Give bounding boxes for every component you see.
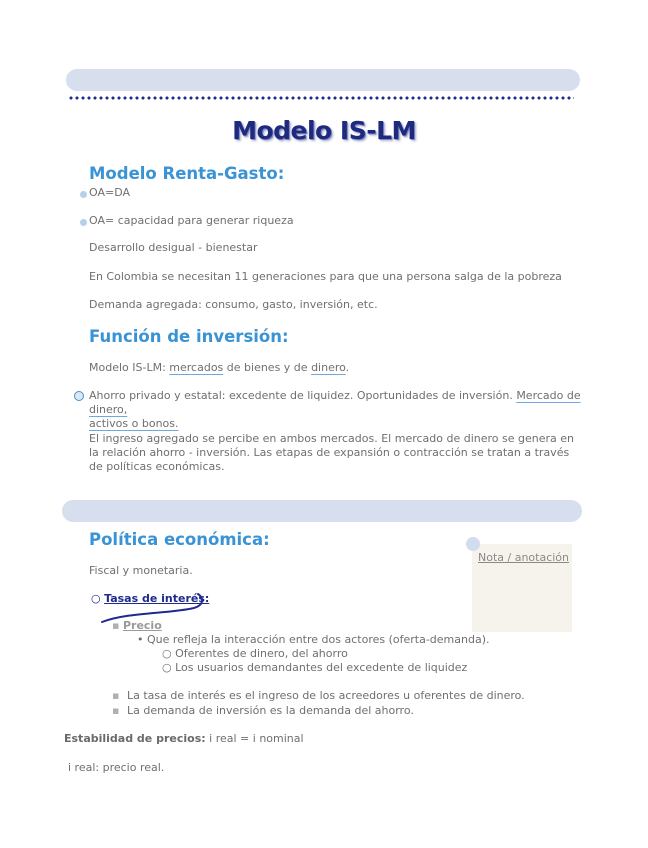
line-oa-da: OA=DA bbox=[89, 186, 131, 199]
line-oa-capacidad: OA= capacidad para generar riqueza bbox=[89, 214, 294, 227]
usuarios-text: Los usuarios demandantes del excedente de liquidez bbox=[175, 661, 468, 674]
hollow-bullet-icon: ○ bbox=[91, 592, 101, 605]
estabilidad-text: i real = i nominal bbox=[205, 732, 304, 745]
dotted-divider bbox=[68, 96, 574, 100]
note-circle-icon bbox=[466, 537, 480, 551]
note-label[interactable]: Nota / anotación bbox=[478, 551, 570, 564]
link-dinero[interactable]: dinero bbox=[311, 361, 346, 374]
paragraph-ingreso: El ingreso agregado se percibe en ambos mercados. El mercado de dinero se genera en la relación ahorro - inversión. Las etapas de expansión o contracción se tratan a través de políticas económicas. bbox=[89, 432, 574, 473]
filled-bullet-icon: • bbox=[137, 633, 144, 646]
link-mercado-dinero[interactable]: Mercado de dinero, bbox=[89, 389, 581, 416]
section-heading-renta-gasto: Modelo Renta-Gasto: bbox=[89, 164, 285, 183]
ahorro-text: Ahorro privado y estatal: excedente de liquidez. Oportunidades de inversión. bbox=[89, 389, 517, 402]
sub-usuarios bbox=[162, 661, 467, 674]
hollow-bullet-icon: ○ bbox=[162, 661, 172, 674]
link-activos-bonos[interactable]: activos o bonos. bbox=[89, 417, 179, 430]
bullet-dot-icon bbox=[80, 191, 87, 198]
line-fiscal: Fiscal y monetaria. bbox=[89, 564, 193, 577]
header-bar bbox=[66, 69, 580, 91]
precio-label: Precio bbox=[122, 619, 162, 632]
hollow-bullet-icon: ○ bbox=[162, 647, 172, 660]
line-desarrollo: Desarrollo desigual - bienestar bbox=[89, 241, 258, 254]
islm-end: . bbox=[345, 361, 350, 374]
page-title: Modelo IS-LM bbox=[232, 116, 416, 145]
tasa-text: La tasa de interés es el ingreso de los acreedores u oferentes de dinero. bbox=[126, 689, 525, 702]
islm-prefix: Modelo IS-LM: bbox=[89, 361, 170, 374]
link-mercados[interactable]: mercados bbox=[169, 361, 224, 374]
que-refleja-text: Que refleja la interacción entre dos actores (oferta-demanda). bbox=[147, 633, 490, 646]
section-heading-politica: Política económica: bbox=[89, 530, 270, 549]
line-modelo-islm bbox=[89, 361, 349, 375]
small-bullet-icon: ▪ bbox=[112, 689, 120, 702]
tasas-label: Tasas de interés: bbox=[104, 592, 210, 605]
line-colombia: En Colombia se necesitan 11 generaciones para que una persona salga de la pobreza bbox=[89, 270, 562, 283]
oferentes-text: Oferentes de dinero, del ahorro bbox=[175, 647, 348, 660]
bullet-que-refleja bbox=[137, 633, 490, 646]
section-bar bbox=[62, 500, 582, 522]
islm-mid: de bienes y de bbox=[223, 361, 312, 374]
section-heading-funcion-inversion: Función de inversión: bbox=[89, 327, 289, 346]
ring-bullet-icon bbox=[74, 391, 84, 401]
line-ahorro bbox=[89, 389, 589, 431]
sub-oferentes bbox=[162, 647, 348, 660]
point-demanda bbox=[112, 704, 414, 717]
ireal-line: i real: precio real. bbox=[68, 761, 165, 774]
estabilidad-line bbox=[64, 732, 304, 745]
small-bullet-icon: ▪ bbox=[112, 704, 120, 717]
demanda-text: La demanda de inversión es la demanda del ahorro. bbox=[126, 704, 414, 717]
precio-row bbox=[112, 619, 162, 632]
point-tasa bbox=[112, 689, 525, 702]
estabilidad-label: Estabilidad de precios: bbox=[64, 732, 206, 745]
line-demanda: Demanda agregada: consumo, gasto, inversión, etc. bbox=[89, 298, 378, 311]
small-bullet-icon: ▪ bbox=[112, 619, 120, 632]
bullet-dot-icon bbox=[80, 219, 87, 226]
